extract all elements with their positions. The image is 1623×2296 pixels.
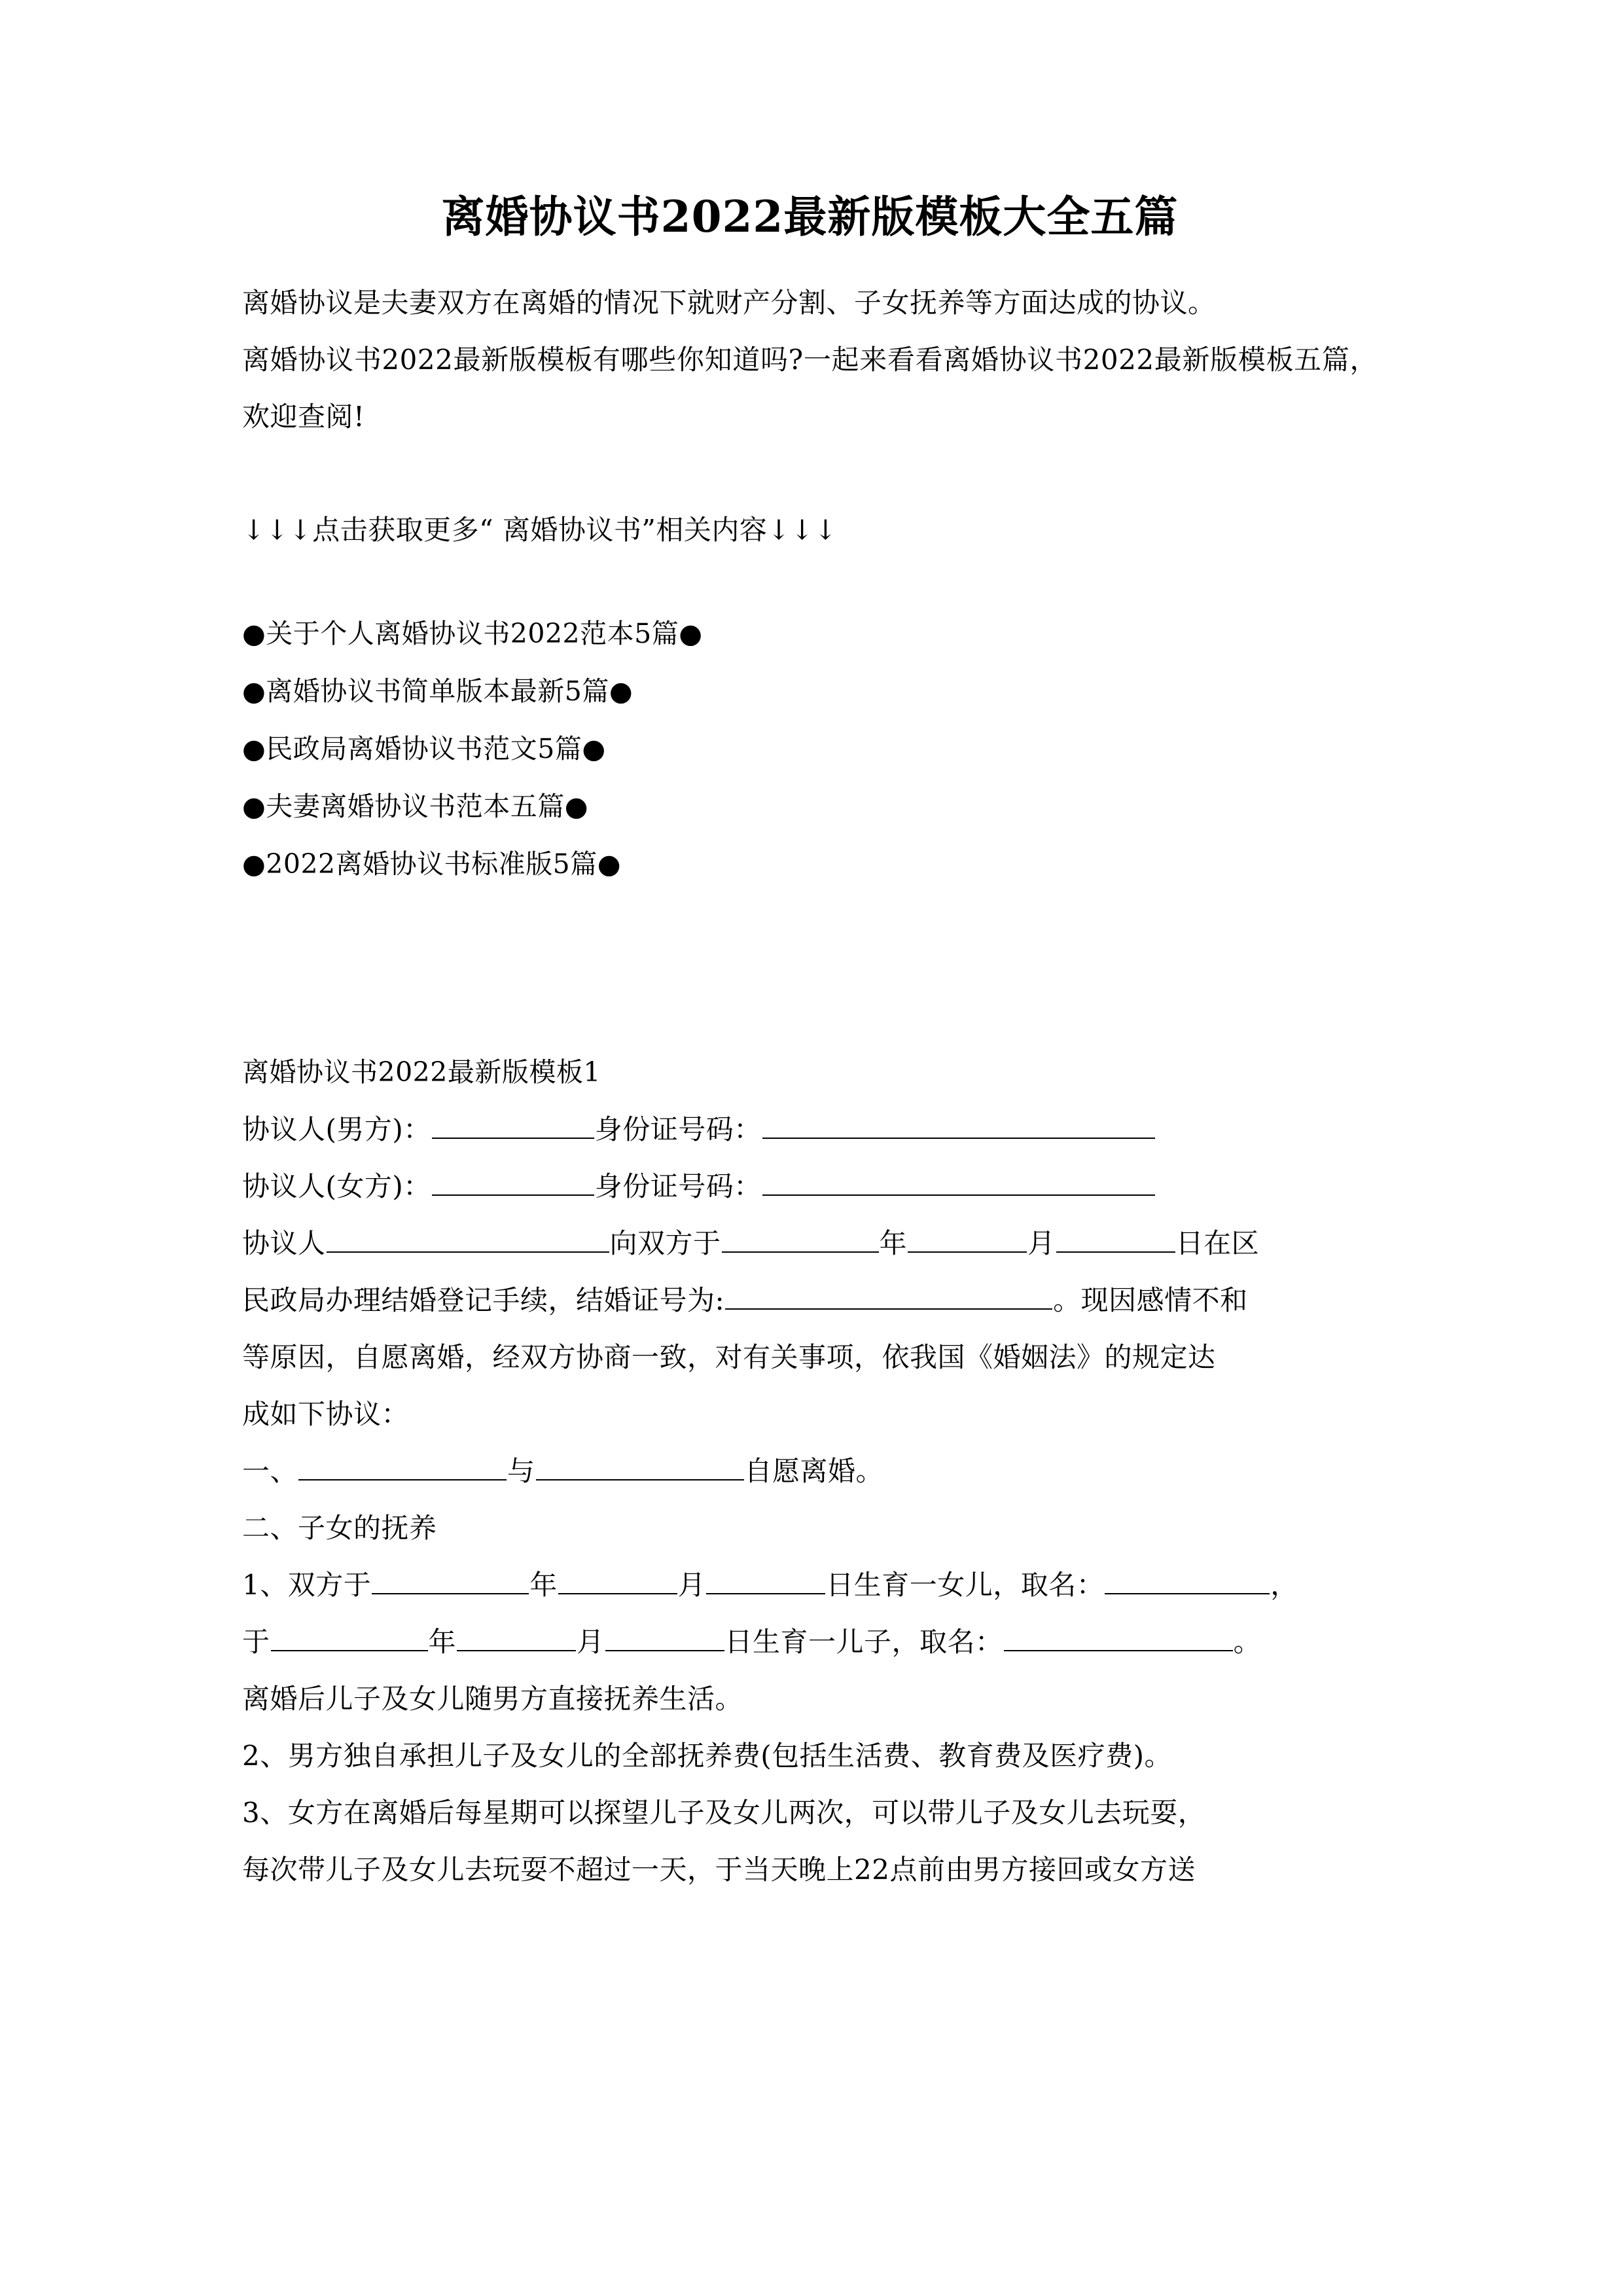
party-female-id-blank[interactable] [762,1165,1155,1195]
clause-one [242,1443,1378,1499]
daughter-name-blank[interactable] [1105,1564,1270,1594]
list-item[interactable]: ●离婚协议书简单版本最新5篇● [242,675,633,707]
registration-line-4: 成如下协议： [242,1397,410,1430]
party-female-row [242,1158,1378,1215]
item-1-prefix: 1、双方于 [242,1568,372,1601]
item-1-line-2 [242,1613,1378,1670]
marriage-certificate-blank[interactable] [725,1279,1052,1309]
item-3-line-1: 3、女方在离婚后每星期可以探望儿子及女儿两次，可以带儿子及女儿去玩耍， [242,1796,1206,1829]
spacer [242,893,1378,1043]
spacer [242,558,1378,605]
year-unit: 年 [879,1227,908,1259]
clause-one-number: 一、 [242,1454,298,1487]
party-male-label: 协议人(男方)： [242,1113,431,1145]
daughter-birth-day-blank[interactable] [706,1564,825,1594]
related-links-list [242,605,1378,893]
list-item[interactable]: ●2022离婚协议书标准版5篇● [242,848,621,880]
registration-prefix: 协议人 [242,1227,326,1259]
clause-one-connector: 与 [507,1454,535,1487]
registration-line-1 [242,1215,1378,1272]
month-unit: 月 [677,1568,706,1601]
daughter-birth-month-blank[interactable] [558,1564,677,1594]
party-female-label: 协议人(女方)： [242,1170,431,1202]
call-to-action-line: ↓↓↓点击获取更多“ 离婚协议书”相关内容↓↓↓ [242,513,838,546]
registration-line2-prefix: 民政局办理结婚登记手续，结婚证号为: [242,1283,725,1316]
son-name-blank[interactable] [1004,1621,1233,1651]
spacer [242,445,1378,503]
registration-mid: 向双方于 [609,1227,721,1259]
item-1-line2-day-text: 日生育一儿子，取名： [724,1625,1003,1658]
clause-one-party-b-blank[interactable] [536,1450,744,1480]
year-unit: 年 [529,1568,558,1601]
registration-year-blank[interactable] [722,1222,879,1252]
party-male-id-blank[interactable] [762,1108,1155,1138]
item-3-line-2: 每次带儿子及女儿去玩耍不超过一天，于当天晚上22点前由男方接回或女方送 [242,1853,1196,1886]
month-unit: 月 [1027,1227,1056,1259]
item-1-line2-tail: 。 [1233,1625,1262,1658]
registration-month-blank[interactable] [908,1222,1027,1252]
list-item[interactable]: ●夫妻离婚协议书范本五篇● [242,790,589,822]
year-unit: 年 [428,1625,457,1658]
daughter-birth-year-blank[interactable] [372,1564,529,1594]
intro-paragraph-1: 离婚协议是夫妻双方在离婚的情况下就财产分割、子女抚养等方面达成的协议。 [242,286,1216,319]
registration-line-3: 等原因，自愿离婚，经双方协商一致，对有关事项，依我国《婚姻法》的规定达 [242,1340,1216,1373]
item-2: 2、男方独自承担儿子及女儿的全部抚养费(包括生活费、教育费及医疗费)。 [242,1739,1172,1772]
item-1-line2-prefix: 于 [242,1625,270,1658]
registration-line-2 [242,1272,1378,1329]
item-1-day-text: 日生育一女儿，取名： [826,1568,1105,1601]
id-label-male: 身份证号码： [594,1113,762,1145]
registration-day-blank[interactable] [1056,1222,1175,1252]
party-male-name-blank[interactable] [432,1108,594,1138]
intro-paragraph-2: 离婚协议书2022最新版模板有哪些你知道吗?一起来看看离婚协议书2022最新版模板五篇，欢迎查阅! [242,343,1378,433]
list-item[interactable]: ●关于个人离婚协议书2022范本5篇● [242,617,703,649]
son-birth-month-blank[interactable] [457,1621,576,1651]
template-heading: 离婚协议书2022最新版模板1 [242,1056,601,1088]
party-female-name-blank[interactable] [432,1165,594,1195]
party-male-row [242,1101,1378,1158]
id-label-female: 身份证号码： [594,1170,762,1202]
day-suffix: 日在区 [1175,1227,1260,1259]
item-1-line-3: 离婚后儿子及女儿随男方直接抚养生活。 [242,1682,743,1715]
month-unit: 月 [577,1625,605,1658]
item-1-tail: ， [1270,1568,1298,1601]
clause-one-party-a-blank[interactable] [298,1450,507,1480]
son-birth-day-blank[interactable] [605,1621,724,1651]
clause-one-suffix: 自愿离婚。 [744,1454,884,1487]
registration-party-blank[interactable] [327,1222,609,1252]
item-1-line-1 [242,1556,1378,1613]
clause-two-heading: 二、子女的抚养 [242,1511,437,1544]
son-birth-year-blank[interactable] [271,1621,428,1651]
page-title: 离婚协议书2022最新版模板大全五篇 [441,191,1179,242]
list-item[interactable]: ●民政局离婚协议书范文5篇● [242,732,606,764]
registration-line2-suffix: 。现因感情不和 [1053,1283,1248,1316]
